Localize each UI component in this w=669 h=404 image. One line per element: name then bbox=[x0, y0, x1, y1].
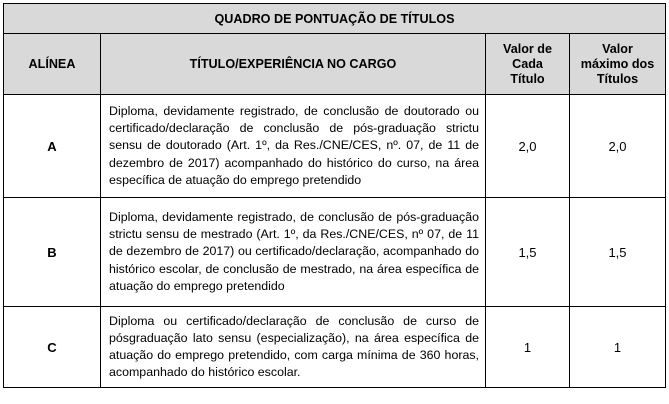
row-alinea: A bbox=[4, 95, 101, 198]
row-maximo: 1 bbox=[570, 307, 666, 388]
score-table-container bbox=[3, 3, 666, 388]
row-descricao: Diploma ou certificado/declaração de conclusão de curso de pósgraduação lato sensu (especialização), na área específica de atuação do emprego pretendido, com carga mínima de 360 horas, acompanhado do histórico escolar. bbox=[101, 307, 486, 388]
row-valor: 1 bbox=[486, 307, 570, 388]
table-header-row bbox=[4, 34, 666, 95]
table-row bbox=[4, 198, 666, 307]
row-descricao: Diploma, devidamente registrado, de conclusão de doutorado ou certificado/declaração de conclusão de pós-graduação strictu sensu de doutorado (Art. 1º, da Res./CNE/CES, nº. 07, de 11 de dezembro de 2017) acompanhado do histórico do curso, na área específica de atuação do emprego pretendido bbox=[101, 95, 486, 198]
row-alinea: C bbox=[4, 307, 101, 388]
header-titulo: TÍTULO/EXPERIÊNCIA NO CARGO bbox=[101, 34, 486, 95]
score-table bbox=[3, 3, 666, 388]
row-maximo: 1,5 bbox=[570, 198, 666, 307]
table-row bbox=[4, 95, 666, 198]
row-maximo: 2,0 bbox=[570, 95, 666, 198]
header-valor bbox=[486, 34, 570, 95]
row-descricao: Diploma, devidamente registrado, de conclusão de pós-graduação strictu sensu de mestrado (Art. 1º, da Res./CNE/CES, nº 07, de 11 de dezembro de 2017) ou certificado/declaração, acompanhado do histórico escolar, de conclusão de mestrado, na área específica de atuação do emprego pretendido bbox=[101, 198, 486, 307]
row-valor: 2,0 bbox=[486, 95, 570, 198]
header-alinea: ALÍNEA bbox=[4, 34, 101, 95]
header-maximo bbox=[570, 34, 666, 95]
row-valor: 1,5 bbox=[486, 198, 570, 307]
table-title-row bbox=[4, 4, 666, 34]
header-maximo-label: Valor máximo dos Títulos bbox=[580, 41, 655, 86]
header-valor-label: Valor de Cada Título bbox=[503, 41, 552, 86]
table-title: QUADRO DE PONTUAÇÃO DE TÍTULOS bbox=[4, 4, 666, 34]
row-alinea: B bbox=[4, 198, 101, 307]
table-row bbox=[4, 307, 666, 388]
